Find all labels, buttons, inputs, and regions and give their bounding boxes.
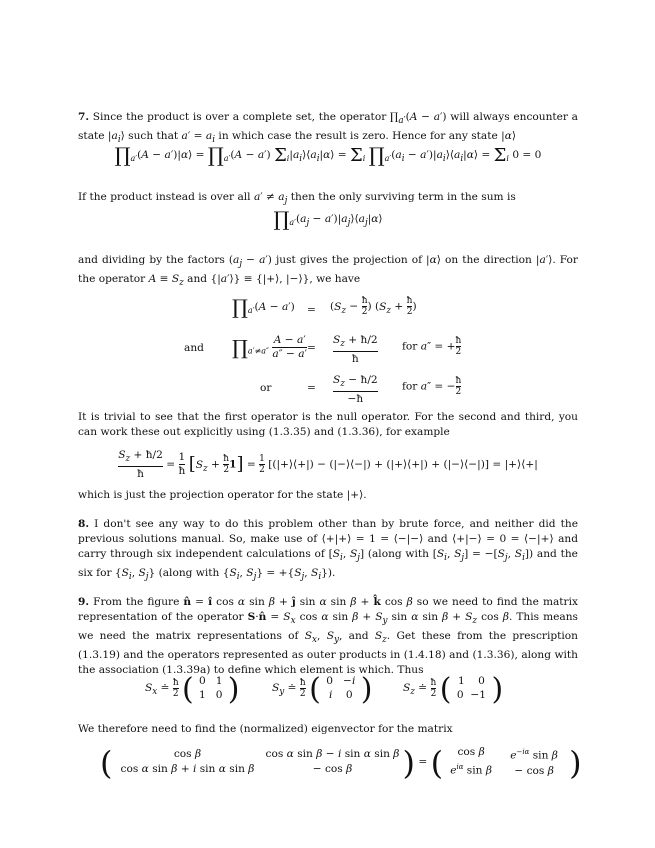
matrix-s-dot-n: ( cos β cos α sin β + i sin α sin βcos α sin β − i sin α sin β − cos β ) = ( cos β $e^{i\alpha}$ $\sin \beta e^{-i\alpha}$ sin β − cos β ) — [100, 743, 582, 782]
matrix-sy: $S_y$ ≐ $\frac{ħ}{2}$ ( 0 −i i 0 ) — [272, 672, 373, 707]
problem-9: 9. From the figure n̂ = î cos α sin β + ĵ sin α sin β + k̂ cos β so we need to find the matrix representation of the operator S·n̂ = $S_x$ cos α $\sin \beta + S_y$ sin α $\sin \beta + S_z$ cos β. This means we need the matrix representations of $S_x$, $S_y$, and $S_z$. Get these from the prescription (1.3.19) and the operators represented as outer products in (1.4.18) and (1.3.36), along with the association (1.3.39a) to define which element is which. Thus — [78, 596, 578, 677]
row1-lhs: $\prod_{a'}(A - a')$ — [232, 295, 295, 319]
eq-sign-3: = — [307, 382, 316, 394]
row3-rhs: $\frac{S_z - ħ/2}{-ħ}$ — [333, 374, 378, 406]
row3-or: or — [260, 382, 272, 394]
problem-7-trivial: It is trivial to see that the first operator is the null operator. For the second and third, you can work these out explicitly using (1.3.35) and (1.3.36), for example — [78, 411, 578, 438]
row3-cond: for a″ = − $\frac{ħ}{2}$ — [402, 376, 462, 397]
equation-projection-example: $\frac{S_z + ħ/2}{ħ}$ = $\frac{1}{ħ} [S_z$ + $\frac{ħ}{2}1$] = $\frac{1}{2}$ [(|+⟩⟨+|) − (|−⟩⟨−|) + (|+⟩⟨+|) + (|−⟩⟨−|)] = |+⟩⟨+| — [118, 449, 538, 481]
problem-7-mid: If the product instead is over all $a' \ne a_j$ then the only surviving term in the sum is — [78, 191, 516, 207]
problem-7-projection: and dividing by the factors $(a_j - a')$ just gives the projection of |α⟩ on the direction |a′⟩. For the operator $A \equiv S_z$ and {|a′⟩} ≡ {|+⟩, |−⟩}, we have — [78, 254, 578, 289]
problem-7-intro: 7. Since the product is over a complete set, the operator $\prod_{a'}(A - a')$ will always encounter a state $|a_i⟩$ such that $a' = a_i$ in which case the result is zero. Hence for any state |α⟩ — [78, 111, 578, 146]
problem-7-end: which is just the projection operator for the state |+⟩. — [78, 489, 367, 501]
eq-sign-2: = — [307, 342, 316, 354]
row2-rhs: $\frac{S_z + ħ/2}{ħ}$ — [333, 334, 378, 366]
equation-product-zero: $\prod_{a'}(A$ − a′)|α⟩ = $\prod_{a'}(A - a')$ $\Sigma_i|a_i⟩⟨a_i|\alpha⟩ = \Sigma_i$ $\prod_{a'}(a_i$ − $a')|a_i⟩⟨a_i|\alpha⟩ = \Sigma_i$ 0 = 0 — [114, 143, 542, 167]
matrix-sx: $S_x$ ≐ $\frac{ħ}{2}$ ( 0 1 1 0 ) — [145, 672, 240, 707]
row2-and: and — [184, 342, 204, 354]
row2-cond: for a″ = + $\frac{ħ}{2}$ — [402, 336, 462, 357]
equation-surviving-term: $\prod_{a'}(a_j$ − $a')|a_j⟩⟨a_j|\alpha⟩$ — [273, 207, 383, 231]
problem-9-end: We therefore need to find the (normalized) eigenvector for the matrix — [78, 723, 453, 735]
row2-lhs: $\prod_{a'\ne a''}$ $\frac{A - a'}{a'' - a'}$ — [232, 334, 308, 360]
eq-sign-1: = — [307, 304, 316, 316]
row1-rhs: ($S_z$ − $\frac{ħ}{2}$) ($S_z$ + $\frac{ħ}{2}$) — [330, 296, 417, 317]
problem-8: 8. I don't see any way to do this problem other than by brute force, and neither did the previous solutions manual. So, make use of ⟨+|+⟩ = 1 = ⟨−|−⟩ and ⟨+|−⟩ = 0 = ⟨−|+⟩ and carry through six independent calculations of [$S_i$, $S_j$] (along with [$S_i$, $S_j] = -[S_j$, $S_i$]) and the six for {$S_i$, $S_j$} (along with {$S_i$, $S_j\} = +\{S_j$, $S_i$}). — [78, 518, 578, 583]
matrix-sz: $S_z$ ≐ $\frac{ħ}{2}$ ( 1 0 0 −1 ) — [403, 672, 504, 707]
